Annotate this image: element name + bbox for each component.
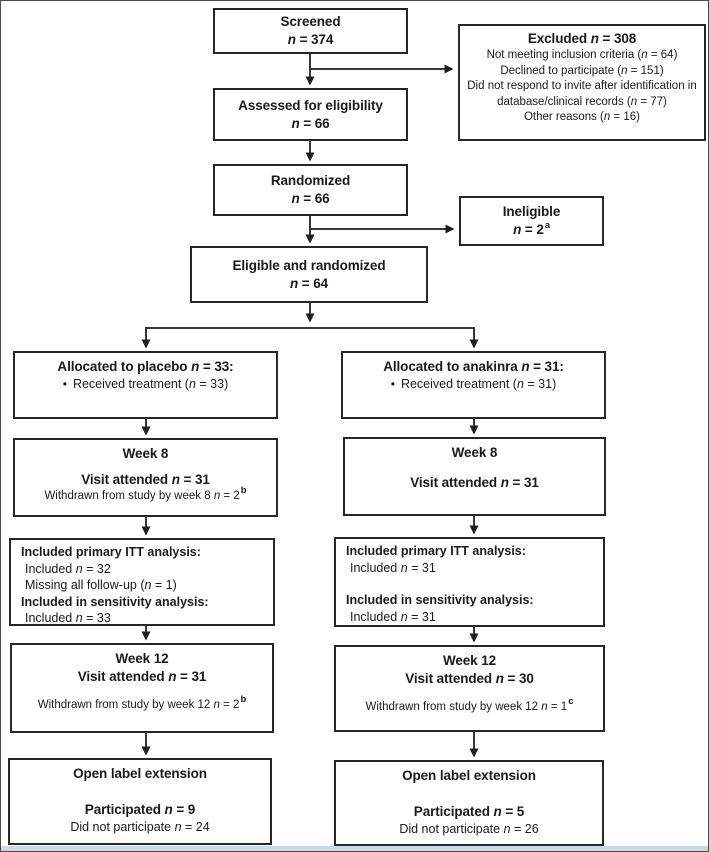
n-value: n = 64 (289, 275, 329, 291)
box-title: Assessed for eligibility (238, 97, 383, 113)
not-participated-line: Did not participate n = 26 (399, 822, 539, 836)
box-ineligible (459, 196, 604, 246)
box-week12-anakinra (334, 645, 605, 732)
n-value: $n = 2^a$ (513, 219, 550, 237)
itt-line: Included n = 33 (25, 611, 111, 625)
n-value: n = 374 (287, 32, 334, 47)
itt-line: Included n = 32 (25, 561, 111, 576)
box-title: Allocated to anakinra n = 31: (383, 359, 564, 374)
itt-header: Included primary ITT analysis: (21, 545, 201, 559)
box-title: Week 8 (451, 445, 498, 460)
allocation-detail: • Received treatment (n = 33) (62, 377, 229, 391)
visit-attended: Visit attended n = 31 (410, 475, 539, 490)
participated-line: Participated n = 9 (84, 802, 196, 817)
itt-header: Included in sensitivity analysis: (21, 594, 209, 609)
n-value: n = 66 (291, 191, 330, 206)
box-screened (213, 8, 408, 54)
box-title: Eligible and randomized (232, 257, 386, 273)
allocation-detail: • Received treatment (n = 31) (390, 377, 557, 391)
box-title: Open label extension (402, 768, 536, 783)
box-randomized (213, 164, 408, 216)
withdrawn-line: Withdrawn from study by week 12 $n = 1^c$ (365, 696, 574, 713)
box-open-label-placebo (8, 758, 272, 845)
bullet-icon: • (62, 377, 67, 391)
box-title: Ineligible (502, 204, 561, 219)
itt-header: Included primary ITT analysis: (346, 544, 526, 558)
participated-line: Participated n = 5 (413, 804, 525, 819)
box-title: Week 12 (442, 653, 497, 668)
box-title: Screened (280, 14, 341, 29)
exclusion-reason: Declined to participate (n = 151) (500, 64, 664, 77)
not-participated-line: Did not participate n = 24 (70, 820, 210, 834)
box-open-label-anakinra (334, 760, 604, 846)
itt-line: Included n = 31 (350, 609, 436, 624)
box-title: Excluded n = 308 (527, 31, 637, 46)
exclusion-reason: Other reasons (n = 16) (523, 111, 641, 123)
box-eligible-randomized (190, 246, 428, 303)
visit-attended: Visit attended n = 31 (81, 472, 210, 487)
box-title: Randomized (270, 173, 351, 188)
box-week8-anakinra (343, 437, 606, 516)
exclusion-reason: Did not respond to invite after identification in database/clinical records (n = 77) (467, 80, 697, 108)
box-allocated-placebo (13, 351, 278, 419)
box-title: Allocated to placebo n = 33: (57, 359, 234, 374)
box-itt-placebo (9, 538, 275, 626)
box-allocated-anakinra (341, 351, 606, 419)
box-itt-anakinra (334, 537, 605, 627)
box-excluded (458, 24, 706, 141)
bullet-icon: • (390, 377, 395, 391)
visit-attended: Visit attended n = 31 (77, 669, 207, 684)
box-assessed (213, 88, 408, 141)
box-title: Week 8 (122, 446, 169, 461)
exclusion-reason: Not meeting inclusion criteria (n = 64) (486, 49, 678, 61)
box-week8-placebo (13, 438, 278, 517)
box-title: Open label extension (73, 766, 207, 781)
footnote-marker: a (544, 219, 550, 231)
figure-bottom-strip (1, 846, 708, 851)
footnote-marker: b (240, 694, 247, 706)
itt-line: Included n = 31 (350, 560, 436, 575)
withdrawn-line: Withdrawn from study by week 12 $n = 2^b$ (37, 694, 247, 711)
itt-header: Included in sensitivity analysis: (346, 593, 534, 607)
box-week12-placebo (10, 643, 274, 733)
itt-line: Missing all follow-up (n = 1) (25, 578, 177, 592)
withdrawn-line: Withdrawn from study by week 8 $n = 2^b$ (44, 485, 247, 502)
box-title: Week 12 (115, 651, 169, 666)
n-value: n = 66 (291, 115, 330, 131)
footnote-marker: b (240, 485, 247, 497)
visit-attended: Visit attended n = 30 (405, 671, 534, 686)
footnote-marker: c (568, 696, 574, 708)
